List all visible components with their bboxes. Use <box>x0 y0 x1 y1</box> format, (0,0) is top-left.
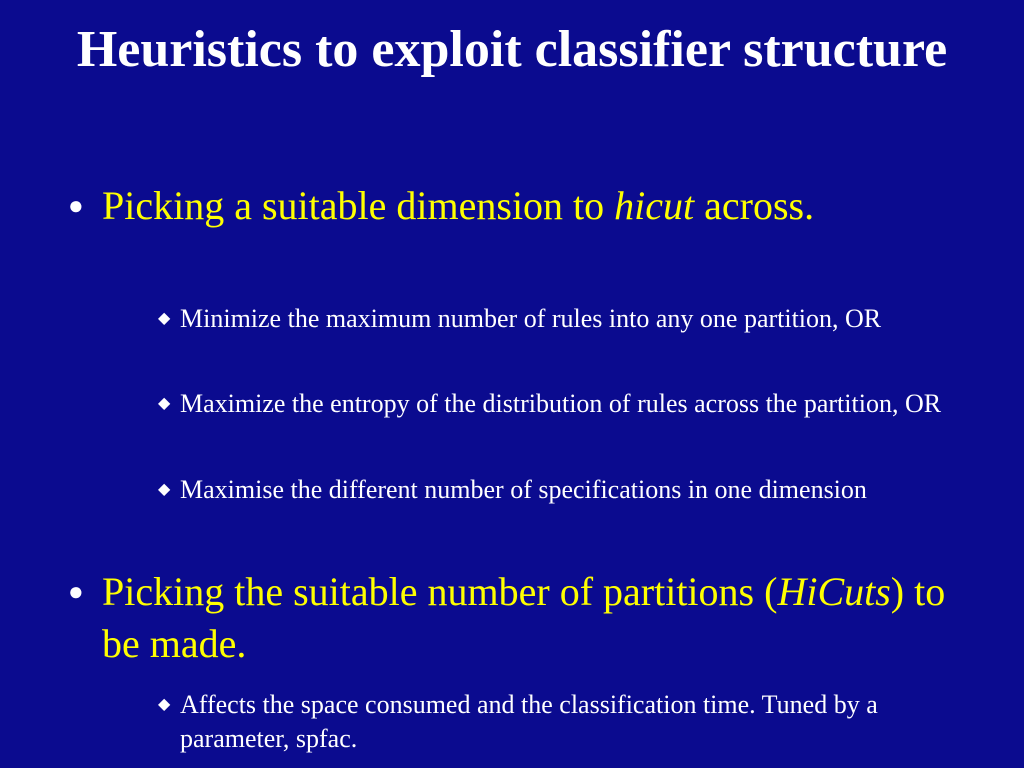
sub-bullet-text: Affects the space consumed and the classification time. Tuned by a parameter, spfac. <box>180 690 878 753</box>
sub-bullet-item <box>158 473 958 507</box>
diamond-bullet-icon: ◆ <box>158 310 171 327</box>
sub-bullet-item <box>158 302 958 336</box>
sub-bullet-item <box>158 688 958 756</box>
sub-bullet-text: Maximize the entropy of the distribution of rules across the partition, OR <box>180 389 942 418</box>
bullet-item <box>68 566 968 670</box>
sub-bullet-text: Minimize the maximum number of rules into any one partition, OR <box>180 304 882 333</box>
bullet-item <box>68 180 968 232</box>
round-bullet-icon: ● <box>68 191 84 220</box>
bullet-text: Picking the suitable number of partitions (HiCuts) to be made. <box>102 569 946 666</box>
sub-bullet-text: Maximise the different number of specifications in one dimension <box>180 475 867 504</box>
diamond-bullet-icon: ◆ <box>158 395 171 412</box>
sub-bullet-item <box>158 387 958 421</box>
bullet-text: Picking a suitable dimension to hicut across. <box>102 183 815 228</box>
round-bullet-icon: ● <box>68 577 84 606</box>
slide-title: Heuristics to exploit classifier structure <box>76 21 948 78</box>
diamond-bullet-icon: ◆ <box>158 696 171 713</box>
diamond-bullet-icon: ◆ <box>158 481 171 498</box>
